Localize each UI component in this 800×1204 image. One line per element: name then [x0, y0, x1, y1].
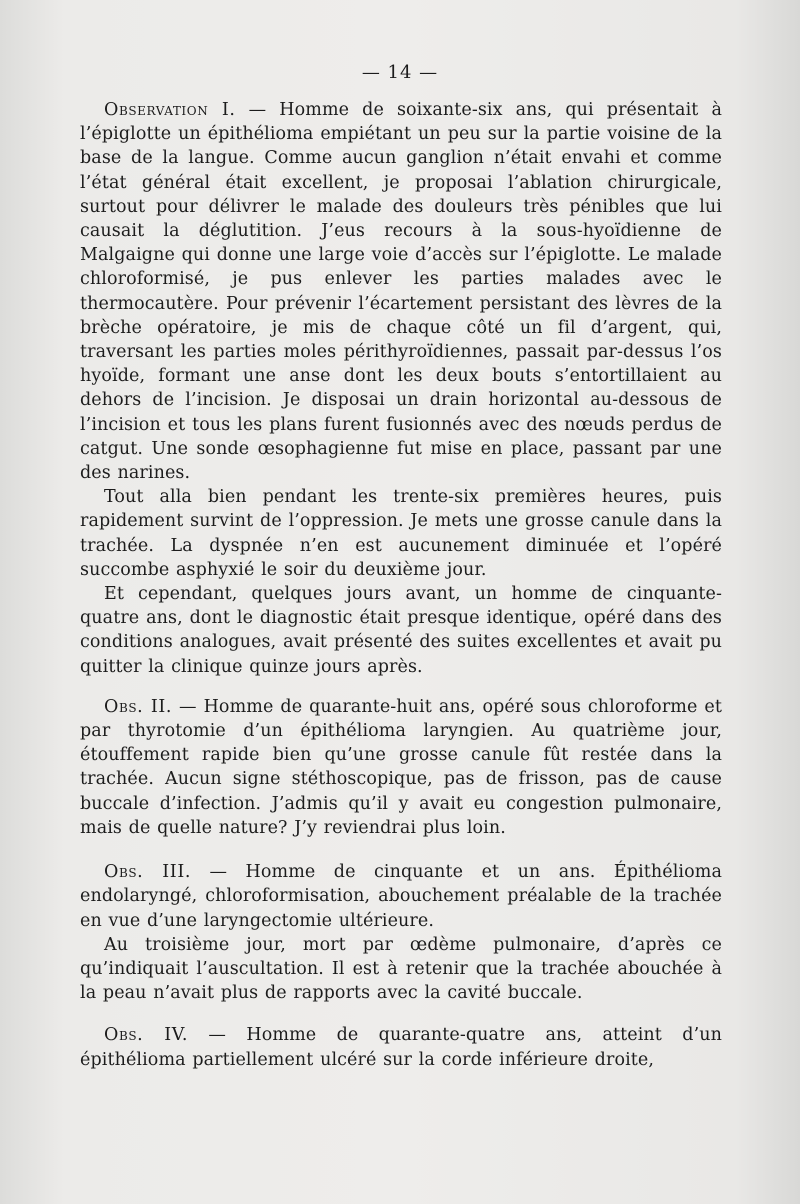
page-number: — 14 — [361, 62, 439, 83]
observation-1-paragraph-3: Et cependant, quelques jours avant, un homme de cinquante-quatre ans, dont le diagnostic était presque identique, opéré dans des conditions analogues, avait présenté des suites excellentes et avait pu quitter la clinique quinze jours après. [80, 584, 722, 677]
page-body [80, 98, 722, 1072]
observation-2-text-1: — Homme de quarante-huit ans, opéré sous chloroforme et par thyrotomie d’un épithélioma laryngien. Au quatrième jour, étouffement rapide bien qu’une grosse canule fût restée dans la trachée. Aucun signe stéthoscopique, pas de frisson, pas de cause buccale d’infection. J’admis qu’il y avait eu congestion pulmonaire, mais de quelle nature? J’y reviendrai plus loin. [80, 696, 722, 838]
observation-3-paragraph-1 [80, 860, 722, 933]
observation-3-paragraph-2: Au troisième jour, mort par œdème pulmonaire, d’après ce qu’indiquait l’auscultation. Il est à retenir que la trachée abouchée à la peau n’avait plus de rapports avec la cavité buccale. [80, 934, 722, 1004]
observation-1-paragraph-2: Tout alla bien pendant les trente-six premières heures, puis rapidement survint de l’oppression. Je mets une grosse canule dans la trachée. La dyspnée n’en est aucunement diminuée et l’opéré succombe asphyxié le soir du deuxième jour. [80, 487, 722, 580]
observation-1-paragraph-1 [80, 98, 722, 485]
observation-1-heading: Observation I. [104, 100, 236, 120]
observation-4-heading: Obs. IV. [104, 1025, 189, 1046]
observation-3-text-1: — Homme de cinquante et un ans. Épithélioma endolaryngé, chloroformisation, abouchement préalable de la trachée en vue d’une laryngectomie ultérieure. [80, 862, 722, 931]
observation-4-paragraph-1 [80, 1023, 722, 1071]
observation-2-heading: Obs. II. [104, 696, 173, 717]
observation-4-text-1: — Homme de quarante-quatre ans, atteint d’un épithélioma partiellement ulcéré sur la corde inférieure droite, [80, 1025, 722, 1070]
observation-2-paragraph-1 [80, 695, 722, 840]
observation-1-text-1: — Homme de soixante-six ans, qui présentait à l’épiglotte un épithélioma empiétant un peu sur la partie voisine de la base de la langue. Comme aucun ganglion n’était envahi et comme l’état général était excellent, je proposai l’ablation chirurgicale, surtout pour délivrer le malade des douleurs très pénibles que lui causait la déglutition. J’eus recours à la sous-hyoïdienne de Malgaigne qui donne une large voie d’accès sur l’épiglotte. Le malade chloroformisé, je pus enlever les parties malades avec le thermocautère. Pour prévenir l’écartement persistant des lèvres de la brèche opératoire, je mis de chaque côté un fil d’argent, qui, traversant les parties moles périthyroïdiennes, passait par-dessus l’os hyoïde, formant une anse dont les deux bouts s’entortillaient au dehors de l’incision. Je disposai un drain horizontal au-dessous de l’incision et tous les plans furent fusionnés avec des nœuds perdus de catgut. Une sonde œsophagienne fut mise en place, passant par une des narines. [80, 100, 722, 484]
observation-3-heading: Obs. III. [104, 862, 191, 883]
